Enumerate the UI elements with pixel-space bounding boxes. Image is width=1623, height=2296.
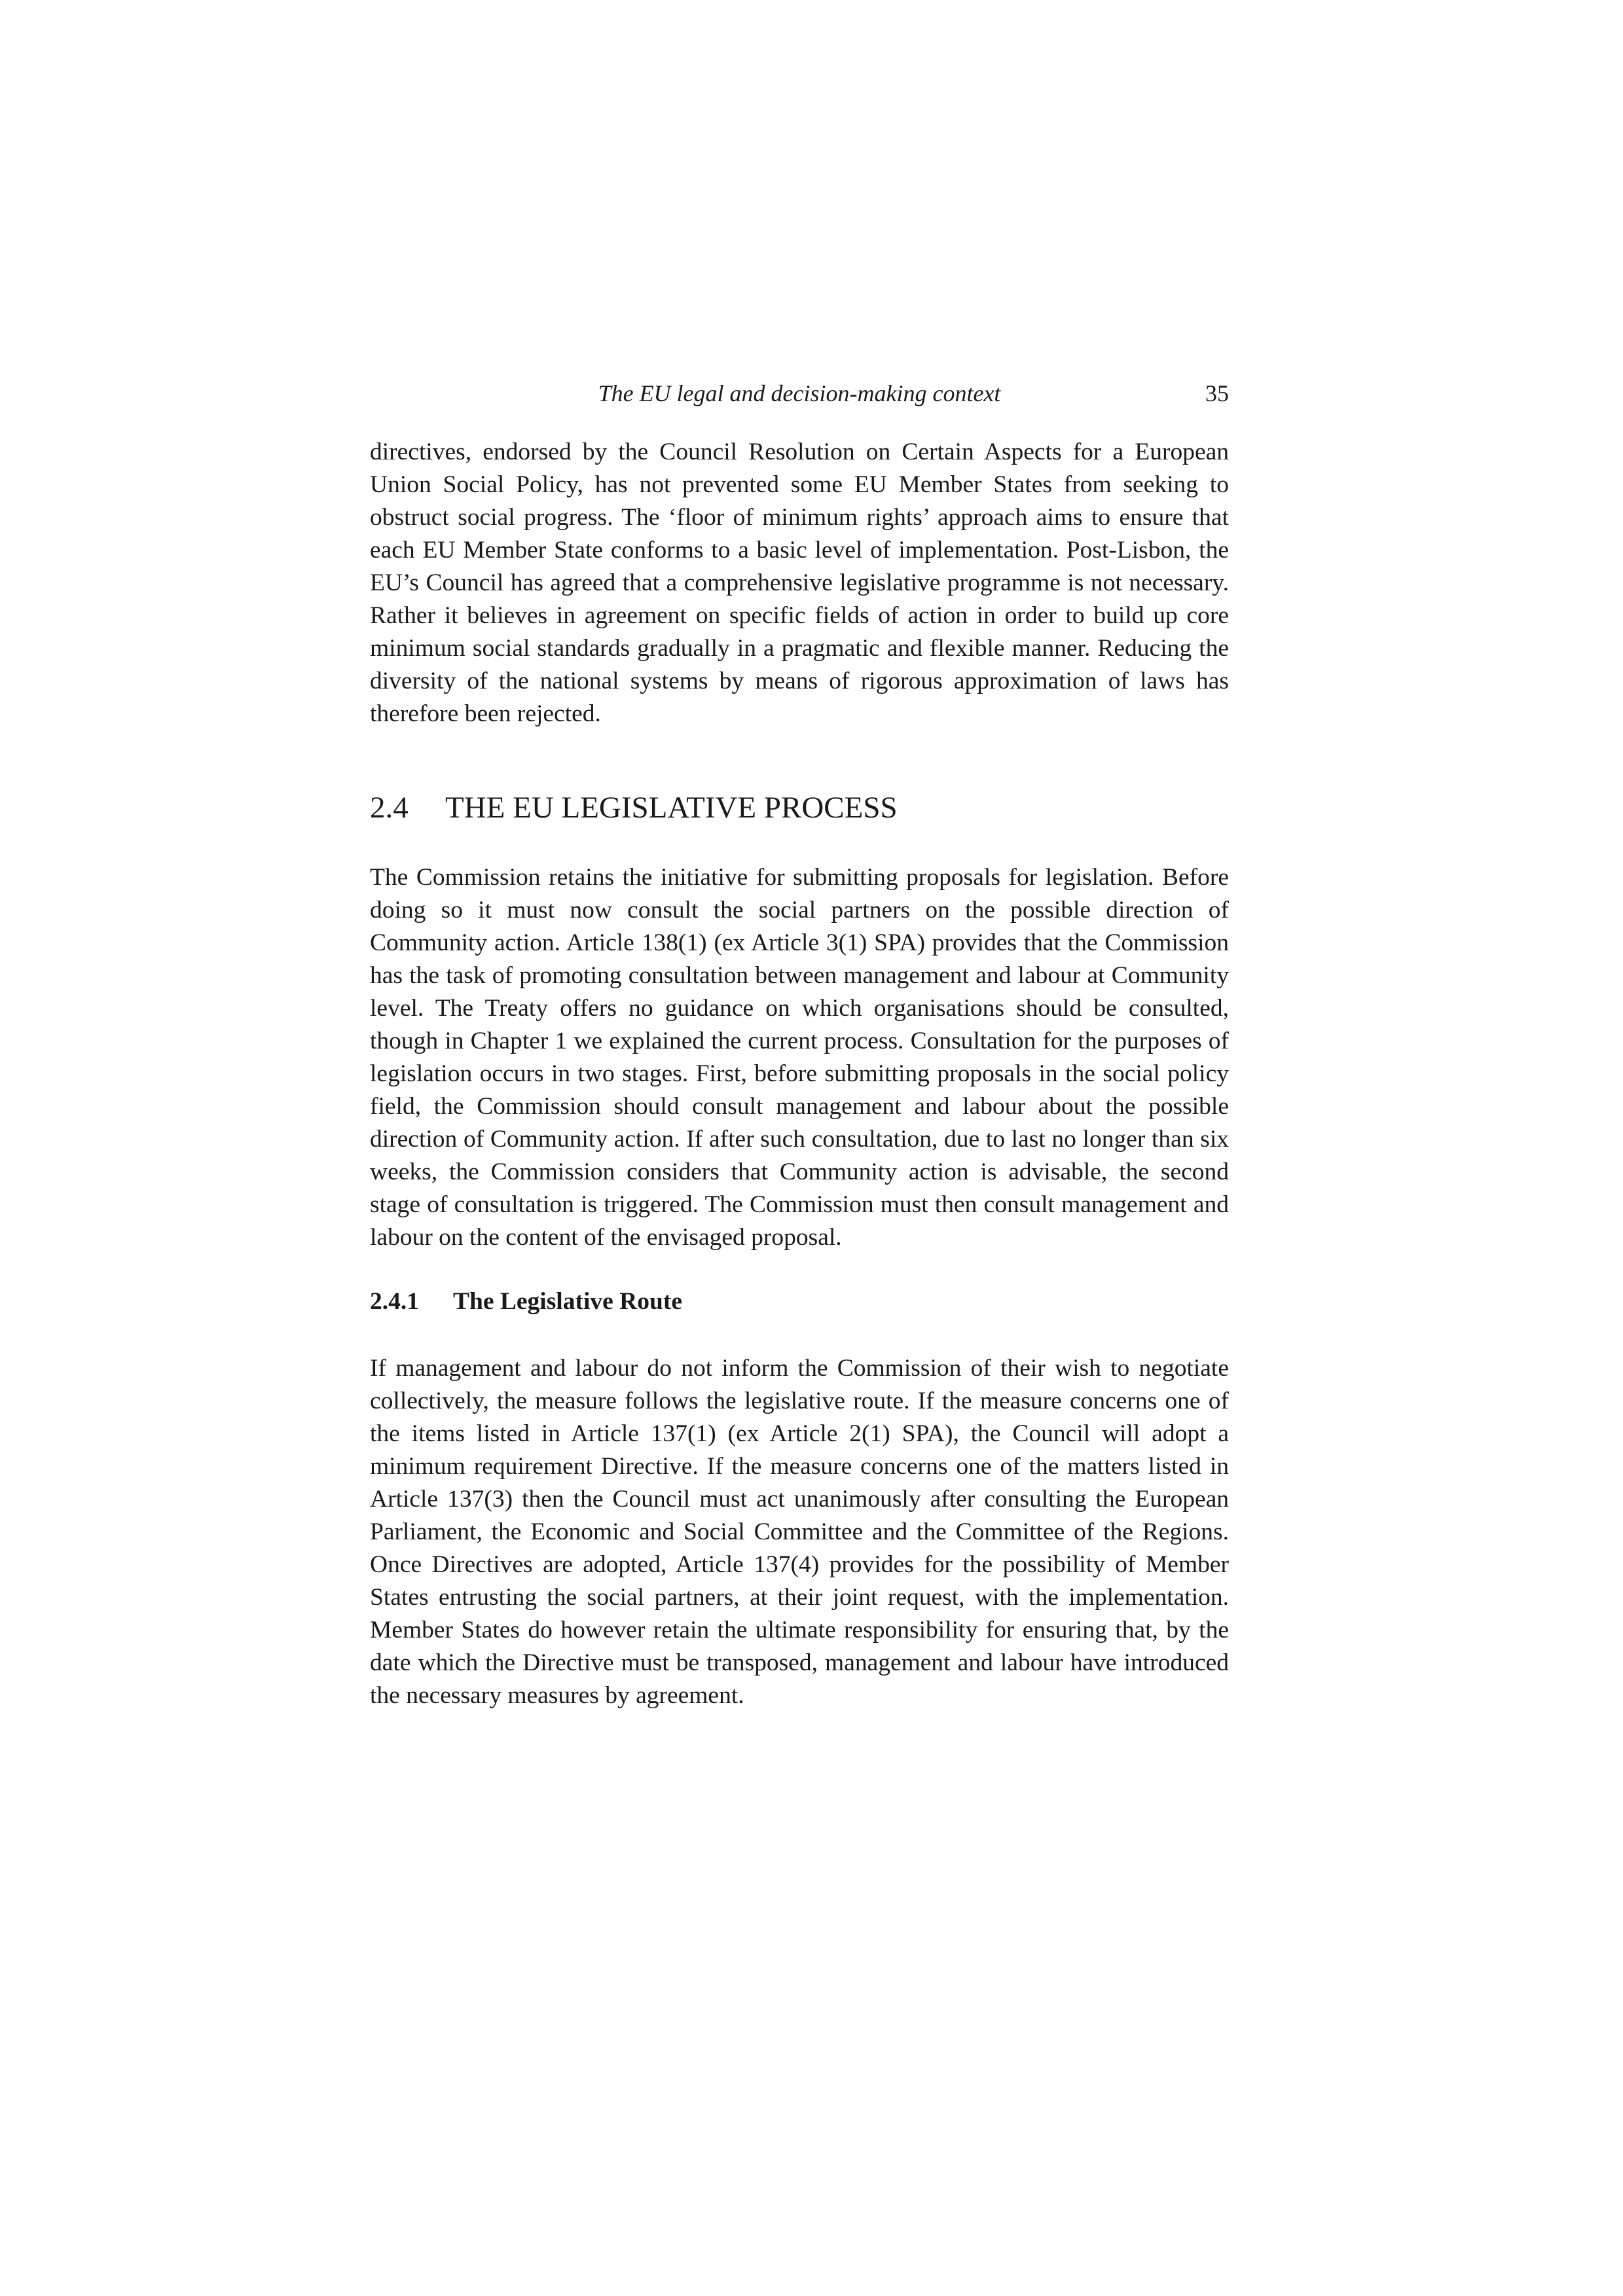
subsection-heading [370, 1285, 1229, 1318]
subsection-number: 2.4.1 [370, 1288, 419, 1315]
body-paragraph-3: If management and labour do not inform the Commission of their wish to negotiate collectively, the measure follows the legislative route. If the measure concerns one of the items listed in Article 137(1) (ex Article 2(1) SPA), the Council will adopt a minimum requirement Directive. If the measure concerns one of the matters listed in Article 137(3) then the Council must act unanimously after consulting the European Parliament, the Economic and Social Committee and the Committee of the Regions. Once Directives are adopted, Article 137(4) provides for the possibility of Member States entrusting the social partners, at their joint request, with the implementation. Member States do however retain the ultimate responsibility for ensuring that, by the date which the Directive must be transposed, management and labour have introduced the necessary measures by agreement. [370, 1355, 1229, 1709]
section-title: THE EU LEGISLATIVE PROCESS [445, 791, 898, 825]
body-paragraph-1: directives, endorsed by the Council Resolution on Certain Aspects for a European Union Social Policy, has not prevented some EU Member States from seeking to obstruct social progress. The ‘floor of minimum rights’ approach aims to ensure that each EU Member State conforms to a basic level of implementation. Post-Lisbon, the EU’s Council has agreed that a comprehensive legislative programme is not necessary. Rather it believes in agreement on specific fields of action in order to build up core minimum social standards gradually in a pragmatic and flexible manner. Reducing the diversity of the national systems by means of rigorous approximation of laws has therefore been rejected. [370, 439, 1229, 727]
page-number: 35 [1205, 380, 1229, 406]
book-page [370, 380, 1229, 1712]
body-paragraph-2: The Commission retains the initiative for submitting proposals for legislation. Before doing so it must now consult the social partners on the possible direction of Community action. Article 138(1) (ex Article 3(1) SPA) provides that the Commission has the task of promoting consultation between management and labour at Community level. The Treaty offers no guidance on which organisations should be consulted, though in Chapter 1 we explained the current process. Consultation for the purposes of legislation occurs in two stages. First, before submitting proposals in the social policy field, the Commission should consult management and labour about the possible direction of Community action. If after such consultation, due to last no longer than six weeks, the Commission considers that Community action is advisable, the second stage of consultation is triggered. The Commission must then consult management and labour on the content of the envisaged proposal. [370, 864, 1229, 1251]
running-title: The EU legal and decision-making context [598, 380, 1001, 406]
subsection-title: The Legislative Route [453, 1288, 682, 1315]
section-number: 2.4 [370, 791, 409, 825]
section-heading [370, 788, 1229, 827]
running-header [370, 380, 1229, 419]
